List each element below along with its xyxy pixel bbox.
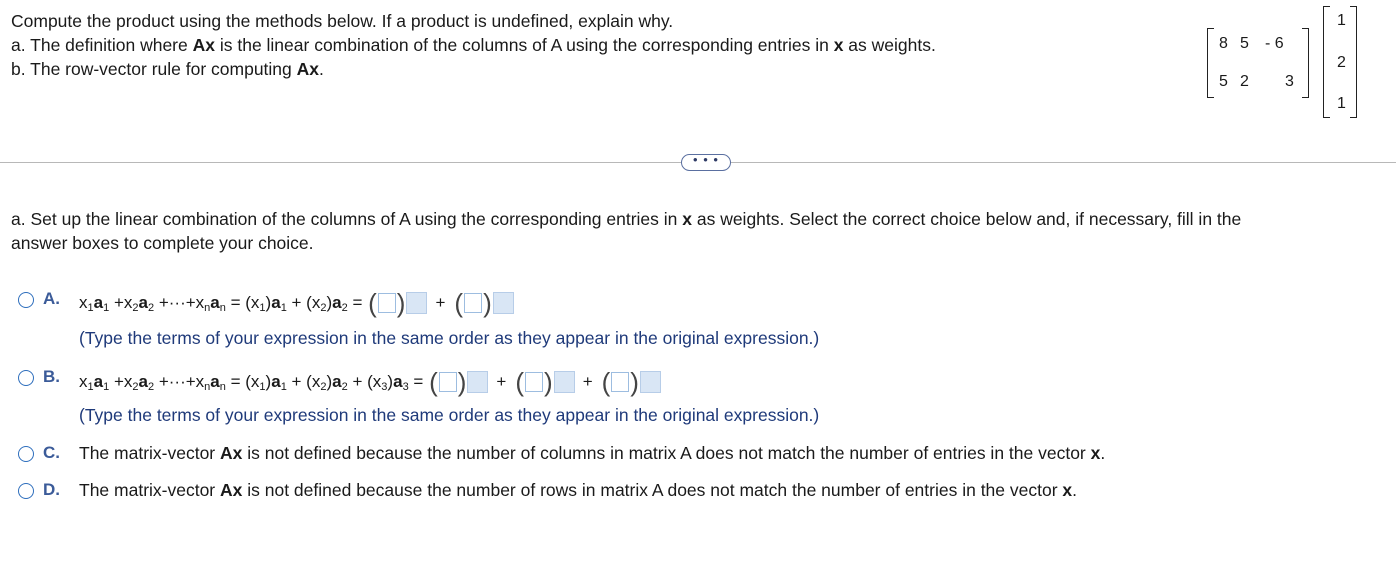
vector-x: [1323, 6, 1357, 118]
problem-line-2: [11, 33, 936, 57]
answer-box[interactable]: [525, 372, 543, 392]
part-a-instruction-line-2: [11, 231, 314, 255]
problem-bold: Ax: [192, 35, 215, 55]
choice-c-text: [79, 443, 1105, 464]
matrix-bracket-right: [1302, 28, 1309, 98]
choice-bold: x: [1062, 480, 1073, 500]
instruction-bold: x: [682, 209, 692, 229]
matrix-cell: 3: [1285, 73, 1294, 90]
choice-a-hint: (Type the terms of your expression in the same order as they appear in the original expression.): [79, 328, 820, 348]
answer-box[interactable]: [406, 292, 427, 314]
choice-bold: x: [1090, 443, 1101, 463]
choice-text: .: [1072, 480, 1078, 500]
problem-bold: x: [833, 35, 844, 55]
choice-text: is not defined because the number of columns in matrix A does not match the number of entries in the vector: [242, 443, 1091, 463]
answer-box[interactable]: [493, 292, 514, 314]
answer-box[interactable]: [467, 371, 488, 393]
answer-box[interactable]: [640, 371, 661, 393]
problem-text: b. The row-vector rule for computing: [11, 59, 297, 79]
instruction-text: a. Set up the linear combination of the columns of A using the corresponding entries in: [11, 209, 683, 229]
problem-line-1: [11, 9, 673, 33]
choice-a-expression: $x_1a_1 +x_2a_2 +\cdot\cdot\cdot+x_na_n = (x_1)a_1 + (x_2)a_2$ = ( ) + ( ): [79, 290, 514, 316]
choice-d-text: [79, 480, 1077, 501]
vector-cell: 1: [1337, 12, 1346, 29]
instruction-text: as weights. Select the correct choice below and, if necessary, fill in the: [691, 209, 1242, 229]
matrix-bracket-left: [1323, 6, 1330, 118]
problem-text: is the linear combination of the columns of A using the corresponding entries in: [214, 35, 834, 55]
choice-text: The matrix-vector: [79, 443, 220, 463]
vector-cell: 1: [1337, 95, 1346, 112]
instruction-text: answer boxes to complete your choice.: [11, 233, 314, 253]
choice-text: .: [1100, 443, 1106, 463]
matrix-cell: 5: [1219, 73, 1228, 90]
problem-line-3: [11, 57, 324, 81]
answer-box[interactable]: [554, 371, 575, 393]
problem-text: Compute the product using the methods below. If a product is undefined, explain why.: [11, 11, 674, 31]
choice-bold: Ax: [220, 480, 243, 500]
problem-bold: Ax: [296, 59, 320, 79]
problem-text: as weights.: [843, 35, 936, 55]
problem-text: a. The definition where: [11, 35, 193, 55]
more-options-button[interactable]: • • •: [681, 154, 731, 171]
choice-b-letter: B.: [43, 367, 60, 386]
choice-c-radio[interactable]: [18, 446, 34, 462]
answer-box[interactable]: [378, 293, 396, 313]
choice-b-expression: $x_1a_1 +x_2a_2 +\cdot\cdot\cdot+x_na_n = (x_1)a_1 + (x_2)a_2 + (x_3)a_3$ = ( ) + ( ) + ( ): [79, 369, 661, 395]
matrix-a: [1207, 28, 1309, 98]
choice-c-letter: C.: [43, 443, 60, 462]
matrix-cell: 2: [1240, 73, 1249, 90]
answer-box[interactable]: [439, 372, 457, 392]
choice-b-hint: (Type the terms of your expression in the same order as they appear in the original expression.): [79, 405, 820, 425]
matrix-cell: - 6: [1265, 35, 1284, 52]
matrix-bracket-right: [1350, 6, 1357, 118]
answer-box[interactable]: [611, 372, 629, 392]
choice-text: is not defined because the number of rows in matrix A does not match the number of entries in the vector: [242, 480, 1063, 500]
choice-bold: Ax: [220, 443, 243, 463]
matrix-cell: 8: [1219, 35, 1228, 52]
matrix-bracket-left: [1207, 28, 1214, 98]
choice-d-letter: D.: [43, 480, 60, 499]
answer-box[interactable]: [464, 293, 482, 313]
problem-text: .: [319, 59, 324, 79]
choice-a-radio[interactable]: [18, 292, 34, 308]
matrix-cell: 5: [1240, 35, 1249, 52]
choice-text: The matrix-vector: [79, 480, 220, 500]
choice-b-radio[interactable]: [18, 370, 34, 386]
choice-d-radio[interactable]: [18, 483, 34, 499]
choice-a-letter: A.: [43, 289, 60, 308]
vector-cell: 2: [1337, 54, 1346, 71]
part-a-instruction-line-1: [11, 207, 1241, 231]
